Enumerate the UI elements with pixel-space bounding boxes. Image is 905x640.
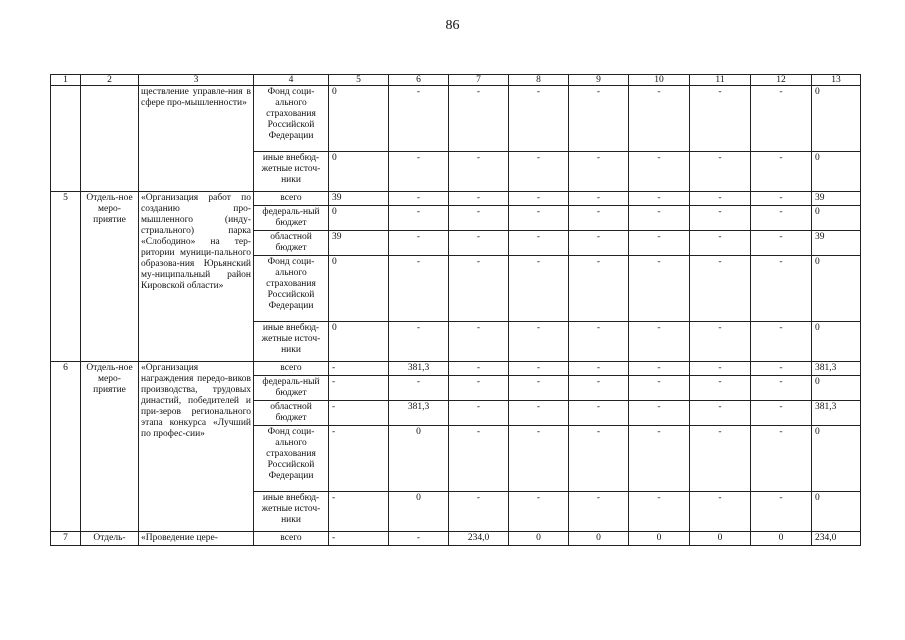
value-cell: -: [569, 231, 629, 256]
value-cell: -: [751, 152, 812, 192]
value-cell: -: [449, 86, 509, 152]
value-cell: -: [629, 426, 690, 492]
value-cell: -: [629, 401, 690, 426]
measure-type: Отдель-ное меро-приятие: [81, 192, 139, 362]
measure-description: «Организация работ по созданию про-мышленного (инду-стриального) парка «Слободино» на тер-ритории муници-пального образова-ния Юрьянский му-ниципальный район Кировской области»: [139, 192, 254, 362]
value-cell: 0: [812, 376, 861, 401]
value-cell: -: [389, 152, 449, 192]
column-number: 8: [509, 75, 569, 86]
value-cell: -: [569, 256, 629, 322]
value-cell: -: [690, 231, 751, 256]
value-cell: 381,3: [812, 362, 861, 376]
value-cell: -: [329, 532, 389, 546]
value-cell: 0: [690, 532, 751, 546]
measure-description: «Проведение цере-: [139, 532, 254, 546]
measure-type: Отдель-ное меро-приятие: [81, 362, 139, 532]
value-cell: 381,3: [389, 401, 449, 426]
value-cell: 0: [329, 86, 389, 152]
value-cell: -: [329, 401, 389, 426]
value-cell: -: [569, 152, 629, 192]
value-cell: -: [629, 206, 690, 231]
value-cell: -: [389, 192, 449, 206]
value-cell: -: [449, 192, 509, 206]
header-row: [51, 75, 861, 86]
value-cell: -: [690, 86, 751, 152]
value-cell: -: [751, 376, 812, 401]
value-cell: 0: [329, 322, 389, 362]
funding-source: всего: [254, 532, 329, 546]
value-cell: 39: [812, 192, 861, 206]
value-cell: 0: [389, 426, 449, 492]
value-cell: 39: [812, 231, 861, 256]
value-cell: -: [509, 231, 569, 256]
value-cell: 0: [812, 206, 861, 231]
table-row: [51, 192, 861, 206]
column-number: 3: [139, 75, 254, 86]
funding-source: областной бюджет: [254, 231, 329, 256]
value-cell: 0: [812, 86, 861, 152]
column-number: 5: [329, 75, 389, 86]
value-cell: -: [509, 401, 569, 426]
value-cell: -: [690, 426, 751, 492]
value-cell: -: [690, 322, 751, 362]
value-cell: -: [449, 231, 509, 256]
value-cell: -: [389, 231, 449, 256]
value-cell: -: [751, 426, 812, 492]
value-cell: -: [629, 86, 690, 152]
value-cell: 0: [389, 492, 449, 532]
value-cell: 381,3: [812, 401, 861, 426]
value-cell: -: [751, 256, 812, 322]
value-cell: -: [751, 231, 812, 256]
table-row: [51, 86, 861, 152]
value-cell: -: [449, 492, 509, 532]
value-cell: -: [690, 192, 751, 206]
value-cell: -: [629, 256, 690, 322]
value-cell: 0: [812, 152, 861, 192]
funding-source: Фонд соци-ального страхования Российской Федерации: [254, 256, 329, 322]
column-number: 4: [254, 75, 329, 86]
value-cell: 381,3: [389, 362, 449, 376]
funding-source: Фонд соци-ального страхования Российской Федерации: [254, 86, 329, 152]
value-cell: 39: [329, 192, 389, 206]
budget-table: [50, 74, 861, 546]
value-cell: -: [751, 322, 812, 362]
column-number: 10: [629, 75, 690, 86]
column-number: 2: [81, 75, 139, 86]
value-cell: 0: [569, 532, 629, 546]
value-cell: -: [751, 362, 812, 376]
value-cell: -: [509, 206, 569, 231]
row-number: 6: [51, 362, 81, 532]
value-cell: -: [690, 256, 751, 322]
value-cell: 0: [509, 532, 569, 546]
measure-description: ществление управле-ния в сфере про-мышленности»: [139, 86, 254, 192]
value-cell: 0: [329, 206, 389, 231]
column-number: 7: [449, 75, 509, 86]
funding-source: иные внебюд-жетные источ-ники: [254, 152, 329, 192]
value-cell: -: [629, 192, 690, 206]
value-cell: -: [690, 492, 751, 532]
value-cell: 0: [751, 532, 812, 546]
value-cell: -: [629, 322, 690, 362]
measure-type: Отдель-: [81, 532, 139, 546]
value-cell: -: [509, 152, 569, 192]
funding-source: областной бюджет: [254, 401, 329, 426]
page-number: 86: [445, 18, 460, 33]
value-cell: -: [690, 376, 751, 401]
value-cell: -: [329, 362, 389, 376]
value-cell: -: [449, 206, 509, 231]
value-cell: -: [690, 401, 751, 426]
value-cell: -: [449, 362, 509, 376]
value-cell: -: [509, 492, 569, 532]
value-cell: 0: [812, 256, 861, 322]
table-row: [51, 532, 861, 546]
column-number: 12: [751, 75, 812, 86]
value-cell: -: [569, 322, 629, 362]
value-cell: -: [569, 426, 629, 492]
value-cell: -: [569, 362, 629, 376]
value-cell: -: [569, 492, 629, 532]
row-number: [51, 86, 81, 192]
value-cell: -: [569, 401, 629, 426]
value-cell: -: [629, 376, 690, 401]
value-cell: 234,0: [812, 532, 861, 546]
column-number: 13: [812, 75, 861, 86]
value-cell: -: [690, 362, 751, 376]
value-cell: -: [449, 152, 509, 192]
value-cell: -: [569, 86, 629, 152]
value-cell: -: [751, 206, 812, 231]
value-cell: -: [389, 206, 449, 231]
value-cell: 39: [329, 231, 389, 256]
value-cell: -: [449, 256, 509, 322]
value-cell: -: [629, 152, 690, 192]
value-cell: -: [389, 256, 449, 322]
value-cell: -: [389, 322, 449, 362]
value-cell: -: [389, 532, 449, 546]
row-number: 5: [51, 192, 81, 362]
value-cell: -: [569, 376, 629, 401]
value-cell: -: [509, 426, 569, 492]
value-cell: -: [509, 322, 569, 362]
value-cell: -: [329, 376, 389, 401]
value-cell: -: [449, 401, 509, 426]
value-cell: -: [751, 492, 812, 532]
value-cell: -: [449, 322, 509, 362]
value-cell: -: [509, 192, 569, 206]
value-cell: 0: [329, 152, 389, 192]
value-cell: -: [449, 426, 509, 492]
value-cell: -: [629, 492, 690, 532]
funding-source: федераль-ный бюджет: [254, 206, 329, 231]
value-cell: -: [509, 376, 569, 401]
column-number: 9: [569, 75, 629, 86]
value-cell: -: [569, 192, 629, 206]
funding-source: федераль-ный бюджет: [254, 376, 329, 401]
value-cell: -: [751, 86, 812, 152]
column-number: 6: [389, 75, 449, 86]
value-cell: 234,0: [449, 532, 509, 546]
value-cell: -: [690, 206, 751, 231]
column-number: 11: [690, 75, 751, 86]
funding-source: Фонд соци-ального страхования Российской Федерации: [254, 426, 329, 492]
table-row: [51, 362, 861, 376]
row-number: 7: [51, 532, 81, 546]
value-cell: 0: [812, 322, 861, 362]
value-cell: -: [509, 86, 569, 152]
value-cell: -: [449, 376, 509, 401]
value-cell: -: [509, 362, 569, 376]
value-cell: -: [690, 152, 751, 192]
value-cell: -: [751, 192, 812, 206]
column-number: 1: [51, 75, 81, 86]
value-cell: -: [509, 256, 569, 322]
funding-source: иные внебюд-жетные источ-ники: [254, 492, 329, 532]
value-cell: 0: [329, 256, 389, 322]
value-cell: -: [329, 492, 389, 532]
measure-description: «Организация награждения передо-виков производства, трудовых династий, победителей и при-зеров регионального этапа конкурса «Лучший по профес-сии»: [139, 362, 254, 532]
value-cell: -: [629, 362, 690, 376]
value-cell: 0: [812, 492, 861, 532]
value-cell: -: [329, 426, 389, 492]
value-cell: 0: [812, 426, 861, 492]
measure-type: [81, 86, 139, 192]
funding-source: всего: [254, 192, 329, 206]
value-cell: -: [389, 376, 449, 401]
value-cell: -: [629, 231, 690, 256]
value-cell: -: [751, 401, 812, 426]
funding-source: иные внебюд-жетные источ-ники: [254, 322, 329, 362]
value-cell: -: [389, 86, 449, 152]
value-cell: 0: [629, 532, 690, 546]
funding-source: всего: [254, 362, 329, 376]
value-cell: -: [569, 206, 629, 231]
